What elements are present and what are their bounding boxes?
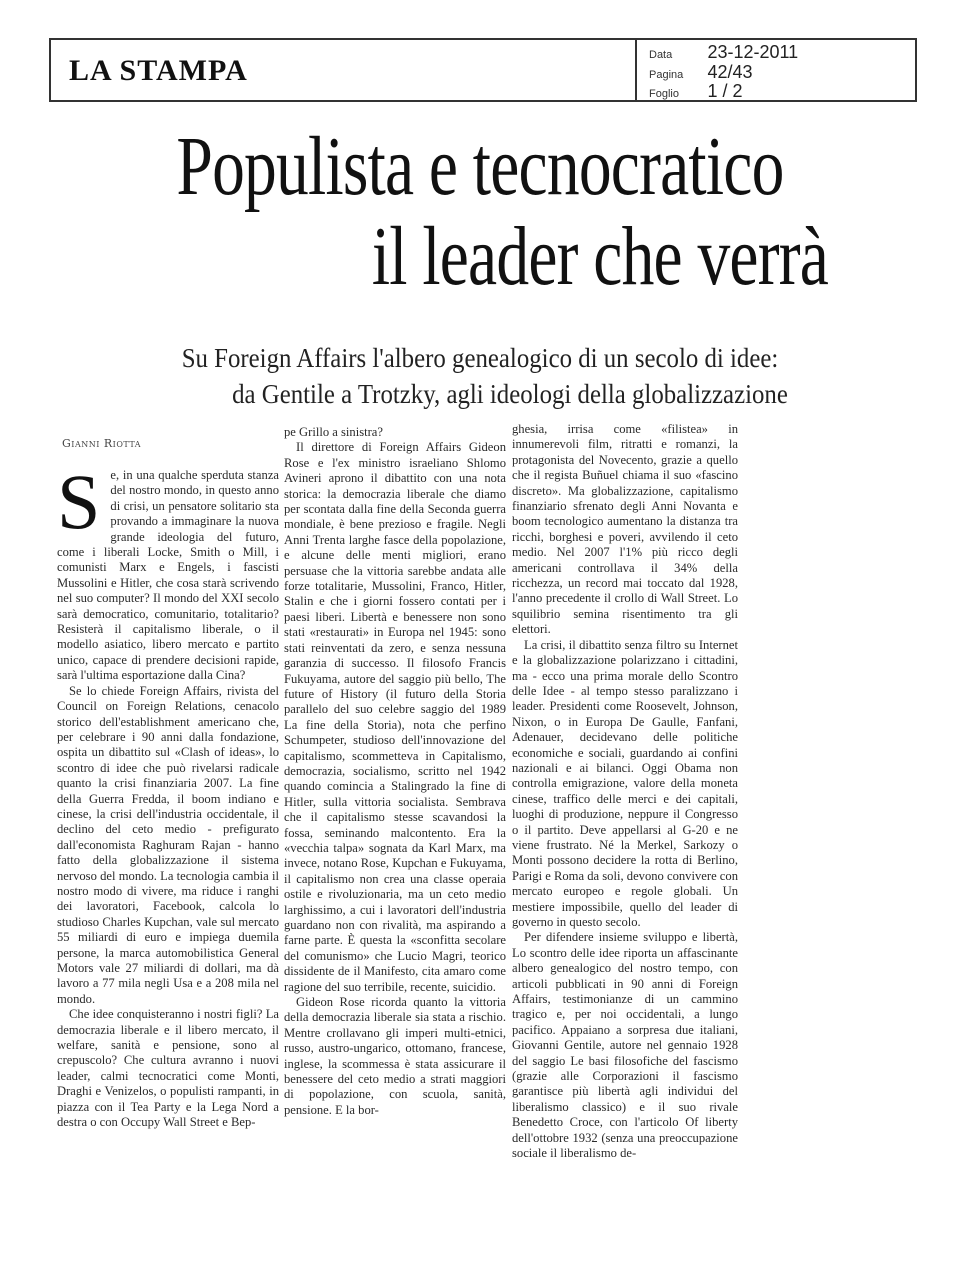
sheet-value: 1 / 2 [707, 81, 743, 101]
column-3-paragraph: ghesia, irrisa come «filistea» in innumerevoli film, ritratti e romanzi, la protagonista del Novecento, grazie a quello che il regista Buñuel chiama il suo «fascino discreto». Ma globalizzazione, capitalismo finanziario sfrenato degli Anni Novanta e boom tecnologico aumentano la distanza tra ricchi, borghesi e poveri, avvilendo il ceto medio. Nel 2007 l'1% più ricco degli americani controllava il 34% della ricchezza, un record mai toccato dal 1928, l'anno precedente il crollo di Wall Street. Lo squilibrio semina risentimento tra gli elettori. [512, 422, 738, 637]
column-3-paragraph: La crisi, il dibattito senza filtro su Internet e la globalizzazione polarizzano i cittadini, ma - ecco una prima morale dello Scontro delle Idee - al tempo stesso paralizzano i leader. Presidenti come Roosevelt, Johnson, Nixon, o in Europa De Gaulle, Fanfani, Adenauer, decidevano delle politiche economiche e sociali, guardando ai confini nazionali e ai bilanci. Oggi Obama non controlla emigrazione, valore della moneta cinese, traffico delle merci e dei capitali, luoghi di produzione, neppure il Congresso o il partito. Deve appellarsi al G-20 e ne viene frustrato. Né la Merkel, Sarkozy o Monti possono decidere la rotta di Berlino, Parigi e Roma da soli, devono convivere con mercato europeo e regole globali. Un mestiere impossibile, quello del leader di governo in questo secolo. [512, 637, 738, 929]
column-3 [512, 422, 738, 1162]
date-value: 23-12-2011 [707, 42, 799, 62]
headline-line-2: il leader che verrà [371, 210, 829, 303]
column-2-paragraph: Gideon Rose ricorda quanto la vittoria della democrazia liberale sia stata a rischio. Mentre crollavano gli imperi multi-etnici, russo, austro-ungarico, ottomano, francese, inglese, la scommessa è stata assicurare il benessere del ceto medio a strati maggiori di popolazione, con scuola, sanità, pensione. E la bor- [284, 995, 506, 1117]
column-1-paragraph [57, 458, 279, 684]
column-2 [284, 425, 506, 1118]
column-1 [57, 458, 279, 1130]
date-label: Data [649, 49, 673, 61]
column-2-paragraph: Il direttore di Foreign Affairs Gideon Rose e l'ex ministro israeliano Shlomo Avineri aprono il dibattito con una nota storica: la democrazia liberale che diamo per scontata dalla fine della Seconda guerra mondiale, è bene prezioso e fragile. Negli Anni Trenta larghe fasce della popolazione, e alcune delle menti migliori, erano persuase che la vittoria sarebbe andata alle forze totalitarie, Mussolini, Franco, Hitler, Stalin e che i giorni fossero contati per i paesi liberi. Libertà e benessere non sono stati «restaurati» in Europa nel 1945: sono stati reinventati da zero, e senza nessuna garanzia di successo. Il filosofo Francis Fukuyama, autore del saggio più bello, The future of History (il futuro della Storia parallelo del suo celebre saggio del 1989 La fine della Storia), nota che perfino Schumpeter, studioso dell'innovazione del capitalismo, scommetteva in Capitalismo, democrazia, socialismo, scritto nel 1942 quando comincia a Stalingrado la fine di Hitler, sulla vittoria socialista. Sembrava che il capitalismo stesse scavandosi la fossa, seminando malcontento. Era la «vecchia talpa» sognata da Karl Marx, ma invece, notano Rose, Kupchan e Fukuyama, il capitalismo non crea una classe operaia ostile e rivoluzionaria, ma un ceto medio larghissimo, a cui i lavoratori dell'industria guardano non con rivalità, ma aspirando a farne parte. È questa la «sconfitta secolare del comunismo» che Lucio Magri, teorico dissidente de il Manifesto, cita amaro come ragione del suo terribile, recente, suicidio. [284, 440, 506, 994]
page-row [649, 62, 753, 83]
subhead-line-1: Su Foreign Affairs l'albero genealogico di un secolo di idee: [181, 343, 779, 373]
header-divider [635, 40, 637, 100]
headline-line-1: Populista e tecnocratico [176, 120, 784, 213]
column-1-paragraph: Se lo chiede Foreign Affairs, rivista del Council on Foreign Relations, cenacolo storico dell'establishment americano che, per celebrare i 90 anni dalla fondazione, ospita un dibattito sul «Clash of ideas», lo scontro di idee che può rivelarsi radicale quanto la crisi finanziaria 2007. La fine della Guerra Fredda, il boom indiano e cinese, la crisi dell'industria occidentale, il declino del ceto medio - prefigurato dall'economista Raghuram Rajan - hanno fatto della globalizzazione il sistema nervoso del mondo. La tecnologia cambia il nostro modo di vivere, ma riduce i ranghi dei lavoratori, Facebook, calcola lo studioso Charles Kupchan, vale sul mercato 55 miliardi di euro e impiega duemila persone, la marca automobilistica General Motors vale 27 miliardi di dollari, ma dà lavoro a 77 mila negli Usa e a 208 mila nel mondo. [57, 683, 279, 1006]
page-label: Pagina [649, 69, 684, 81]
subhead-line-2: da Gentile a Trotzky, agli ideologi della globalizzazione [232, 379, 788, 409]
col1-p1-text: e, in una qualche sperduta stanza del nostro mondo, in questo anno di crisi, un pensatore solitario sta provando a immaginare la nuova grande ideologia del futuro, come i liberali Locke, Smith o Mill, i comunisti Marx e Engels, i fascisti Mussolini e Hitler, che cosa starà scrivendo nel suo computer? Il mondo del XXI secolo sarà democratico, comunitario, totalitario? Resisterà il capitalismo liberale, o il modello asiatico, libero mercato e partito unico, capace di prendere decisioni rapide, sarà l'ultima esportazione dalla Cina? [57, 468, 279, 683]
masthead: LA STAMPA [69, 54, 248, 87]
date-row [649, 42, 798, 63]
column-3-paragraph: Per difendere insieme sviluppo e libertà, Lo scontro delle idee riporta un affascinante albero genealogico del nostro tempo, con articoli pubblicati in 90 anni di Foreign Affairs, testimonianze di un cammino tragico e, per noi occidentali, a lungo pacifico. Appaiano a sorpresa due italiani, Giovanni Gentile, autore nel gennaio 1928 del saggio Le basi filosofiche del fascismo (grazie alle Corporazioni il fascismo garantisce più libertà agli individui del liberalismo classico) e il suo rivale Benedetto Croce, con l'articolo Of liberty dell'ottobre 1932 (senza una preoccupazione sociale il liberalismo de- [512, 930, 738, 1161]
sheet-label: Foglio [649, 88, 679, 100]
page-value: 42/43 [707, 62, 753, 82]
byline: Gianni Riotta [62, 437, 142, 450]
header-box [49, 38, 917, 102]
dropcap: S [57, 458, 101, 545]
column-1-paragraph: Che idee conquisteranno i nostri figli? La democrazia liberale e il libero mercato, il welfare, sanità e pensione, sono al crepuscolo? Che cultura avranno i nuovi leader, calmi tecnocratici come Monti, Draghi e Venizelos, o populisti rampanti, in piazza con il Tea Party e la Lega Nord a destra o con Occupy Wall Street e Bep- [57, 1007, 279, 1130]
column-2-paragraph: pe Grillo a sinistra? [284, 425, 383, 439]
sheet-row [649, 81, 742, 102]
